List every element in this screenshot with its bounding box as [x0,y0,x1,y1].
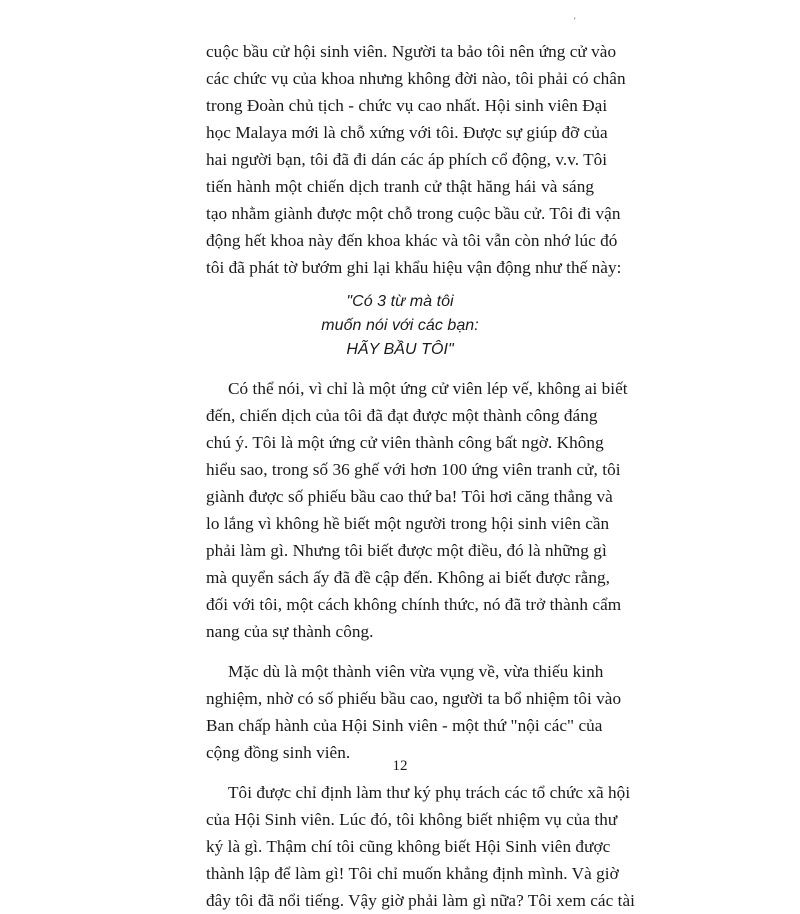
text-line: hiểu sao, trong số 36 ghế với hơn 100 ứng viên tranh cử, tôi [206,460,621,479]
text-line: tôi đã phát tờ bướm ghi lại khẩu hiệu vận động như thế này: [206,258,622,277]
quote-line: muốn nói với các bạn: [321,317,479,334]
paragraph-2 [206,375,628,645]
text-line: cuộc bầu cử hội sinh viên. Người ta bảo tôi nên ứng cử vào [206,42,617,61]
quote-line: HÃY BẦU TÔI" [346,341,454,358]
text-line: Mặc dù là một thành viên vừa vụng về, vừa thiếu kinh [228,662,604,681]
text-line: cộng đồng sinh viên. [206,743,351,762]
text-line: Tôi được chỉ định làm thư ký phụ trách các tổ chức xã hội [228,783,631,802]
page-number: 12 [392,758,408,774]
paragraph-3 [206,658,622,766]
text-line: nghiệm, nhờ có số phiếu bầu cao, người ta bổ nhiệm tôi vào [206,689,622,708]
text-line: lo lắng vì không hề biết một người trong hội sinh viên cần [206,514,610,533]
text-line: của Hội Sinh viên. Lúc đó, tôi không biết nhiệm vụ của thư [206,810,618,829]
text-line: chú ý. Tôi là một ứng cử viên thành công bất ngờ. Không [206,433,604,452]
margin-mark: ' [574,16,576,26]
text-line: Ban chấp hành của Hội Sinh viên - một thứ "nội các" của [206,716,603,735]
text-line: động hết khoa này đến khoa khác và tôi vẫn còn nhớ lúc đó [206,231,618,250]
text-line: thành lập để làm gì! Tôi chỉ muốn khẳng định mình. Và giờ [206,864,619,883]
text-line: trong Đoàn chủ tịch - chức vụ cao nhất. Hội sinh viên Đại [206,96,608,115]
text-line: ký là gì. Thậm chí tôi cũng không biết Hội Sinh viên được [206,837,611,856]
paragraph-1 [206,38,626,281]
text-line: nang của sự thành công. [206,622,374,641]
text-line: hai người bạn, tôi đã đi dán các áp phích cổ động, v.v. Tôi [206,150,608,169]
text-line: giành được số phiếu bầu cao thứ ba! Tôi hơi căng thẳng và [206,487,613,506]
text-line: học Malaya mới là chỗ xứng với tôi. Được sự giúp đỡ của [206,123,608,142]
text-line: mà quyển sách ấy đã đề cập đến. Không ai biết được rằng, [206,568,610,587]
text-line: tạo nhằm giành được một chỗ trong cuộc bầu cử. Tôi đi vận [206,204,621,223]
text-line: tiến hành một chiến dịch tranh cử thật hăng hái và sáng [206,177,594,196]
paragraph-4 [206,779,635,914]
text-line: phải làm gì. Nhưng tôi biết được một điều, đó là những gì [206,541,607,560]
slogan-quote [206,290,594,362]
text-line: các chức vụ của khoa nhưng không đời nào, tôi phải có chân [206,69,626,88]
text-line: Có thể nói, vì chỉ là một ứng cử viên lép vế, không ai biết [228,379,628,398]
body-text [206,38,635,914]
text-line: đến, chiến dịch của tôi đã đạt được một thành công đáng [206,406,598,425]
text-line: đây tôi đã nổi tiếng. Vậy giờ phải làm gì nữa? Tôi xem các tài [206,891,635,910]
text-line: đối với tôi, một cách không chính thức, nó đã trở thành cẩm [206,595,622,614]
quote-line: "Có 3 từ mà tôi [346,293,454,310]
